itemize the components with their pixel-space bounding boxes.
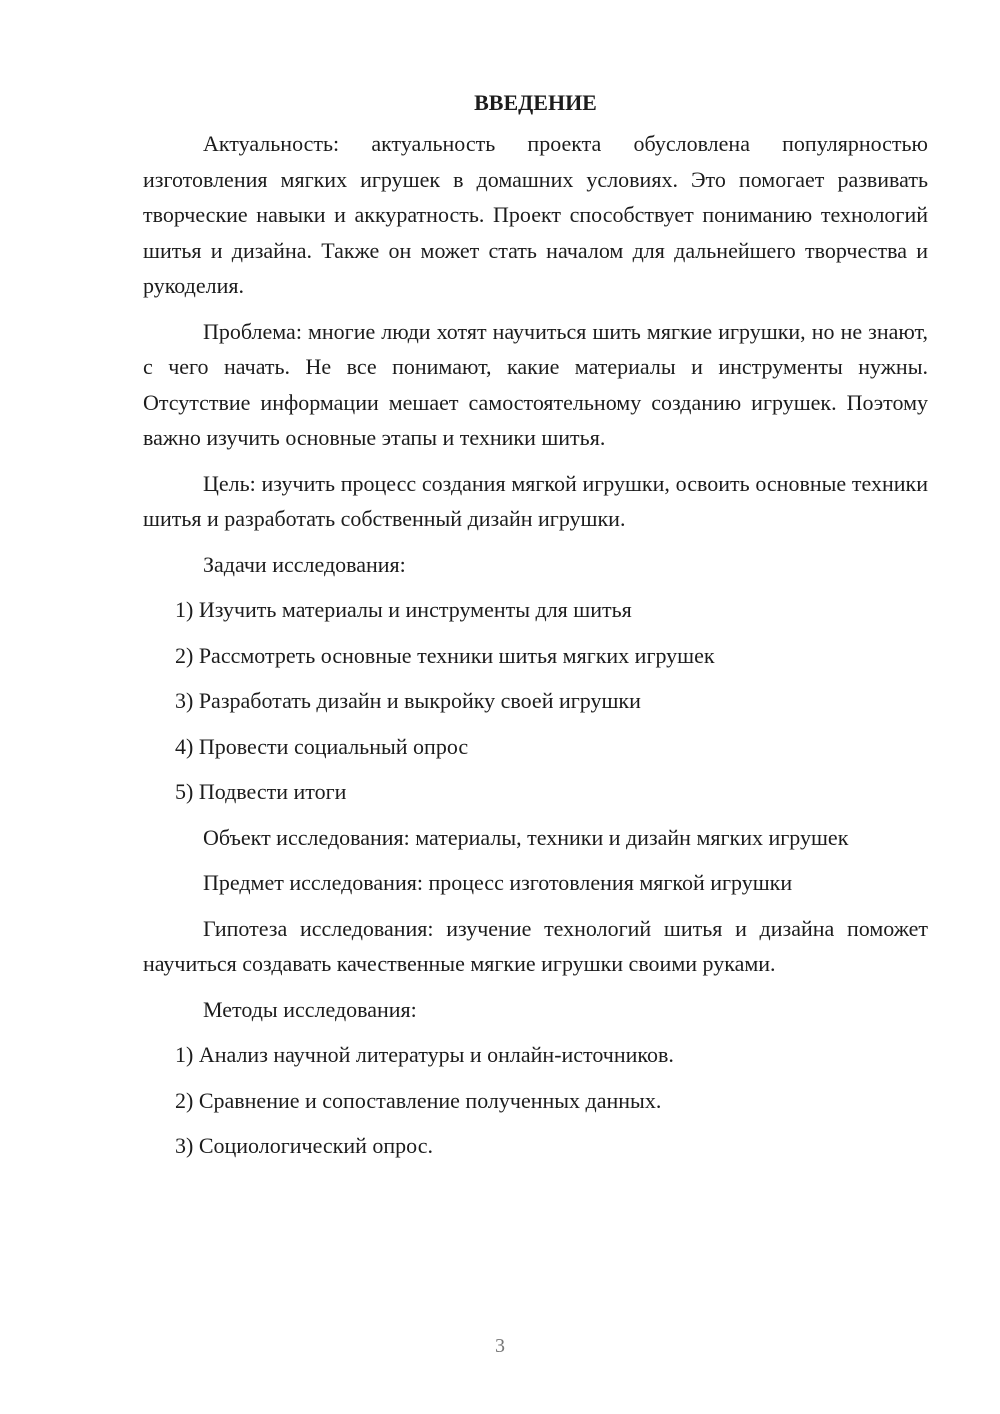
- relevance-paragraph: Актуальность: актуальность проекта обусловлена популярностью изготовления мягких игрушек в домашних условиях. Это помогает развивать творческие навыки и аккуратность. Проект способствует пониманию технологий шитья и дизайна. Также он может стать началом для дальнейшего творчества и рукоделия.: [143, 131, 928, 298]
- list-item: 2) Рассмотреть основные техники шитья мягких игрушек: [175, 642, 715, 668]
- section-title: ВВЕДЕНИЕ: [474, 90, 597, 115]
- problem-paragraph: Проблема: многие люди хотят научиться шить мягкие игрушки, но не знают, с чего начать. Не все понимают, какие материалы и инструменты нужны. Отсутствие информации мешает самостоятельному созданию игрушек. Поэтому важно изучить основные этапы и техники шитья.: [143, 318, 928, 450]
- list-item: 1) Анализ научной литературы и онлайн-источников.: [175, 1042, 674, 1067]
- methods-list: [143, 1037, 928, 1164]
- object-paragraph: Объект исследования: материалы, техники и дизайн мягких игрушек: [203, 824, 849, 850]
- hypothesis-paragraph: Гипотеза исследования: изучение технологий шитья и дизайна поможет научиться создавать качественные мягкие игрушки своими руками.: [143, 915, 928, 976]
- list-item: 1) Изучить материалы и инструменты для шитья: [175, 597, 632, 622]
- list-item: 4) Провести социальный опрос: [175, 733, 469, 759]
- tasks-list: [143, 592, 928, 810]
- tasks-heading: Задачи исследования:: [203, 551, 406, 577]
- list-item: 3) Социологический опрос.: [175, 1133, 433, 1158]
- goal-paragraph: Цель: изучить процесс создания мягкой игрушки, освоить основные техники шитья и разработать собственный дизайн игрушки.: [143, 470, 928, 531]
- subject-paragraph: Предмет исследования: процесс изготовления мягкой игрушки: [203, 870, 793, 895]
- list-item: 2) Сравнение и сопоставление полученных данных.: [175, 1087, 662, 1113]
- list-item: 3) Разработать дизайн и выкройку своей игрушки: [175, 688, 641, 713]
- page-number: 3: [495, 1335, 505, 1357]
- methods-heading: Методы исследования:: [203, 996, 417, 1022]
- page-content: [143, 88, 928, 1174]
- list-item: 5) Подвести итоги: [175, 779, 347, 804]
